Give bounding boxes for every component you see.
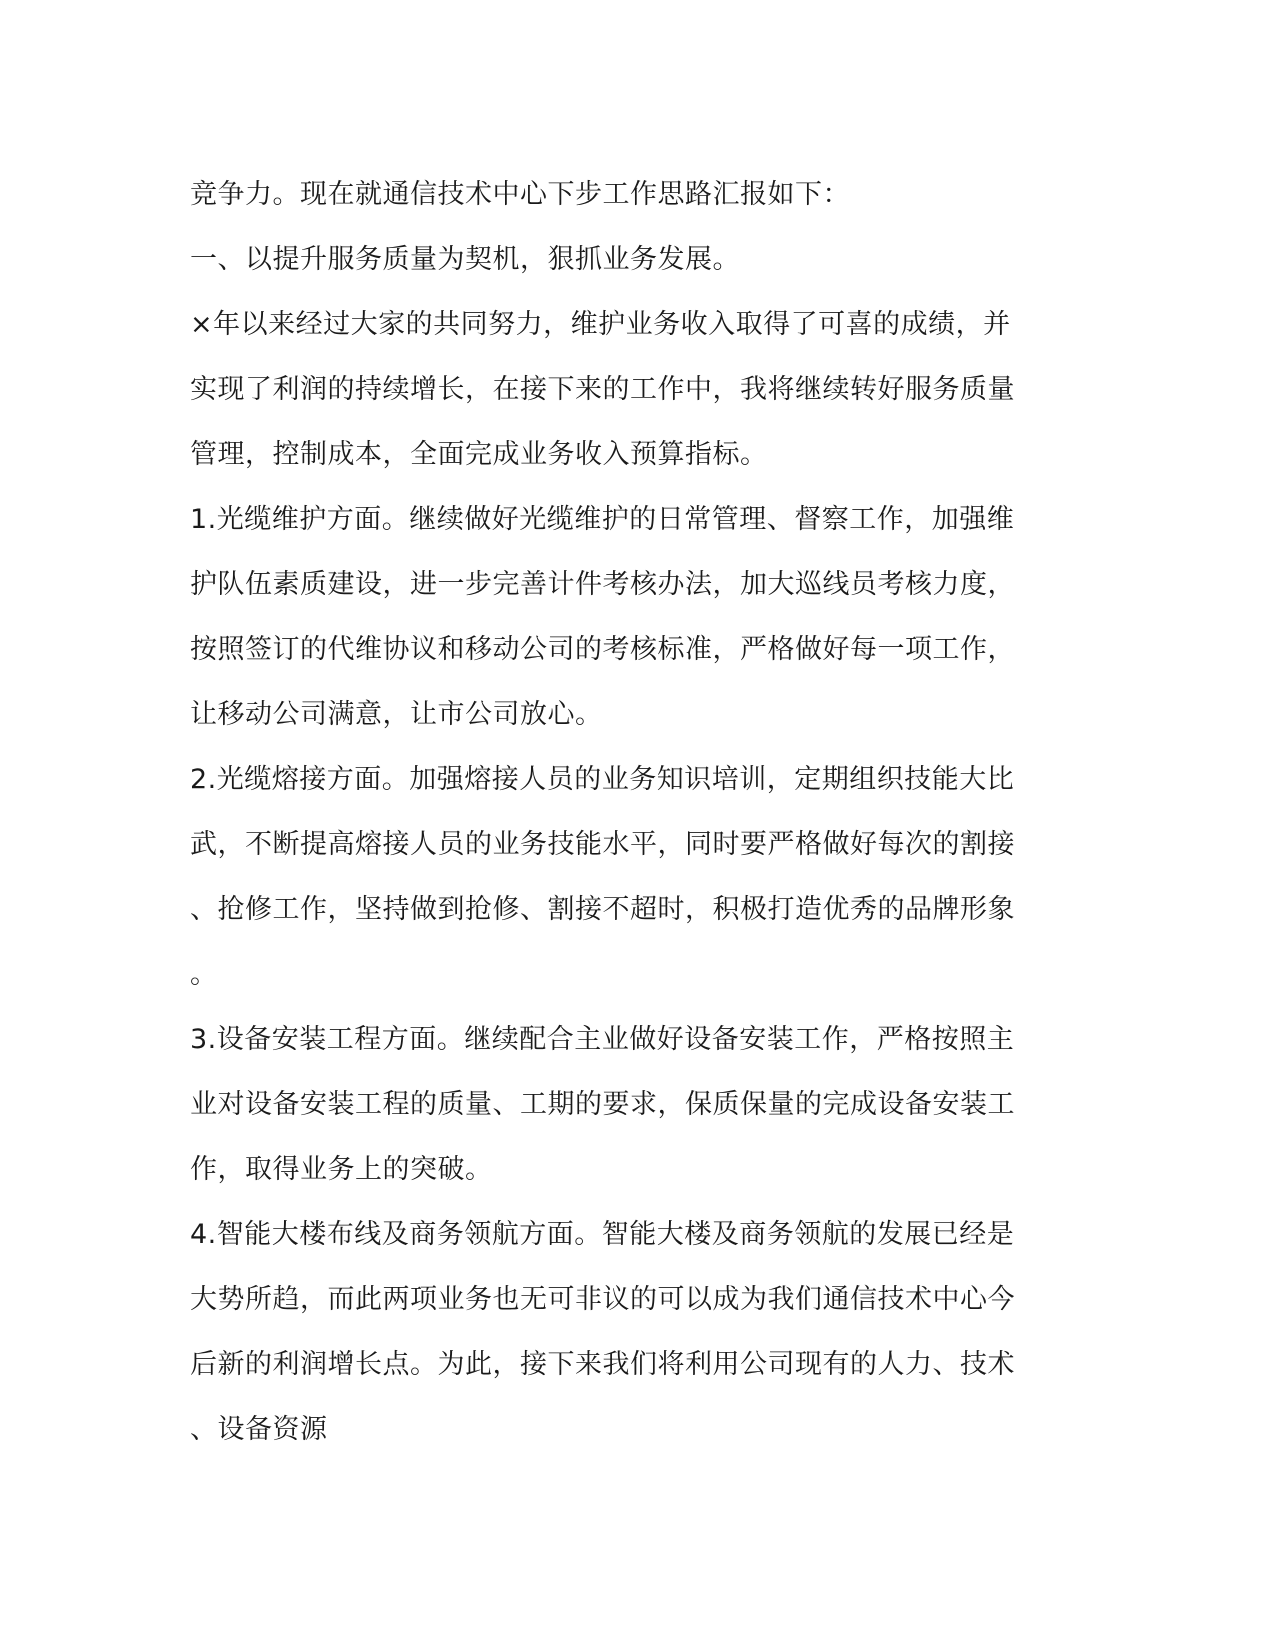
text-line: 后新的利润增长点。为此，接下来我们将利用公司现有的人力、技术: [190, 1349, 1015, 1380]
text-line: 3.设备安装工程方面。继续配合主业做好设备安装工作，严格按照主: [190, 1024, 1015, 1055]
text-line: 让移动公司满意，让市公司放心。: [190, 699, 603, 730]
text-line: 竞争力。现在就通信技术中心下步工作思路汇报如下：: [190, 179, 850, 210]
body-text: [190, 162, 1070, 1462]
text-line: 护队伍素质建设，进一步完善计件考核办法，加大巡线员考核力度，: [190, 569, 1015, 600]
text-line: 1.光缆维护方面。继续做好光缆维护的日常管理、督察工作，加强维: [190, 504, 1015, 535]
text-line: 大势所趋，而此两项业务也无可非议的可以成为我们通信技术中心今: [190, 1284, 1015, 1315]
text-line: ×年以来经过大家的共同努力，维护业务收入取得了可喜的成绩，并: [190, 309, 1011, 340]
text-line: 按照签订的代维协议和移动公司的考核标准，严格做好每一项工作，: [190, 634, 1015, 665]
text-line: 武，不断提高熔接人员的业务技能水平，同时要严格做好每次的割接: [190, 829, 1015, 860]
text-line: 、设备资源: [190, 1414, 328, 1445]
text-line: 。: [190, 959, 218, 990]
text-line: 、抢修工作，坚持做到抢修、割接不超时，积极打造优秀的品牌形象: [190, 894, 1015, 925]
text-line: 管理，控制成本，全面完成业务收入预算指标。: [190, 439, 768, 470]
section-heading: 一、以提升服务质量为契机，狠抓业务发展。: [190, 244, 740, 275]
text-line: 实现了利润的持续增长，在接下来的工作中，我将继续转好服务质量: [190, 374, 1015, 405]
text-line: 业对设备安装工程的质量、工期的要求，保质保量的完成设备安装工: [190, 1089, 1015, 1120]
text-line: 2.光缆熔接方面。加强熔接人员的业务知识培训，定期组织技能大比: [190, 764, 1015, 795]
text-line: 4.智能大楼布线及商务领航方面。智能大楼及商务领航的发展已经是: [190, 1219, 1015, 1250]
text-line: 作，取得业务上的突破。: [190, 1154, 493, 1185]
